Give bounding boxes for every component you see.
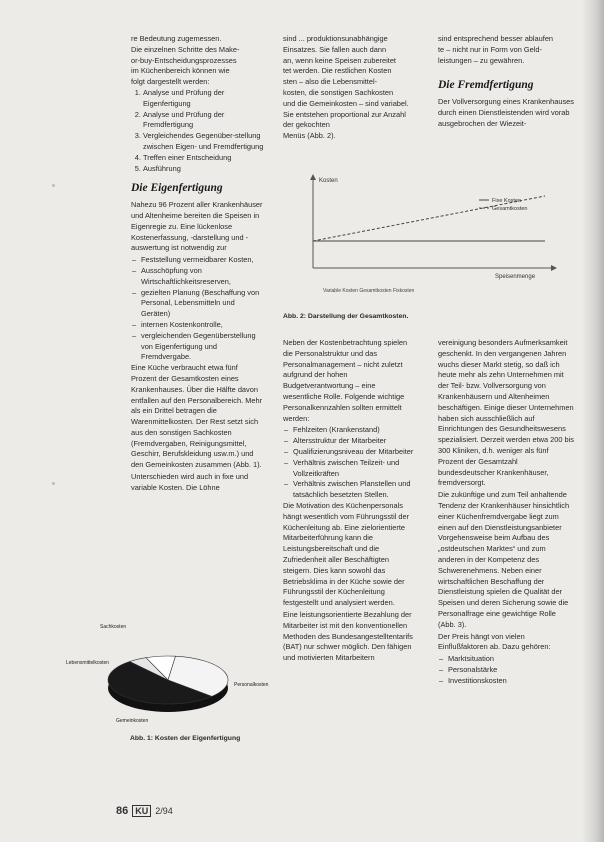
bullet-item: – Verhältnis zwischen Teilzeit- und Vollzeitkräften bbox=[293, 458, 415, 480]
bullet-item: – Marktsituation bbox=[448, 654, 574, 665]
pie-slice-label: Sachkosten bbox=[100, 624, 127, 630]
text-line: Sie entstehen proportional zur Anzahl der gekochten bbox=[283, 109, 406, 130]
section-heading-eigenfertigung: Die Eigenfertigung bbox=[131, 182, 223, 195]
personal-paragraph-3: Eine leistungsorientierte Bezahlung der Mitarbeiter ist mit den konventionellen Methoden des Bundesangestelltentarifs (BAT) nur schwer möglich. Den fähigen und motivierten Mitarbeitern bbox=[283, 609, 413, 663]
pie-chart bbox=[64, 606, 269, 736]
pie-slices bbox=[108, 656, 228, 704]
text-line: Einsatzes. Sie fallen auch dann bbox=[283, 44, 387, 54]
personal-paragraph-2: Die Motivation des Küchenpersonals hängt wesentlich vom Führungsstil der Küchenleitung ab. Eine zielorientierte Mitarbeiterführung kann die Leistungsbereitschaft und die Zufriedenheit aller Beschäftigten steigern. Dies kann sowohl das Betriebsklima in der Küche sowie der Führungsstil der Küchenleitung festgestellt und analysiert werden. bbox=[283, 500, 410, 608]
column-1-intro bbox=[131, 34, 265, 88]
bullet-item: – Verhältnis zwischen Planstellen und tatsächlich besetzten Stellen. bbox=[293, 479, 415, 501]
bullet-item: – internen Kostenkontrolle, bbox=[141, 320, 265, 331]
personal-paragraph-1: Neben der Kostenbetrachtung spielen die Personalstruktur und das Personalmanagement – nicht zuletzt aufgrund der hohen Budgetverantwortung – eine wesentliche Rolle. Folgende wichtige Personalkennzahlen sollten ermittelt werden: bbox=[283, 338, 408, 423]
x-axis-arrow bbox=[551, 265, 557, 271]
eigenfertigung-paragraph-3: Unterschieden wird auch in fixe und variable Kosten. Die Löhne bbox=[131, 472, 249, 492]
text-line: kosten, die sonstigen Sachkosten bbox=[283, 87, 394, 97]
column-3-top bbox=[438, 34, 574, 131]
punch-hole-dot bbox=[52, 184, 55, 187]
legend-item-total: Gesamtkosten bbox=[492, 206, 528, 212]
bullet-item: – Ausschöpfung von Wirtschaftlichkeitsreserven, bbox=[141, 266, 265, 288]
personal-kennzahlen-list bbox=[283, 425, 415, 501]
bullet-item: – Fehlzeiten (Krankenstand) bbox=[293, 425, 415, 436]
pie-slice-label: Lebensmittelkosten bbox=[66, 660, 110, 666]
intro-line: Die einzelnen Schritte des Make- bbox=[131, 44, 240, 54]
preis-faktoren-list bbox=[438, 654, 574, 686]
step-item: 1. Analyse und Prüfung der Eigenfertigung bbox=[143, 88, 265, 110]
intro-line: im Küchenbereich können wie bbox=[131, 66, 230, 76]
pie-slice-label: Gemeinkosten bbox=[116, 718, 149, 724]
bullet-item: – gezielten Planung (Beschaffung von Personal, Lebensmitteln und Geräten) bbox=[141, 288, 265, 320]
fremd-paragraph-3: Der Preis hängt von vielen Einflußfaktoren ab. Dazu gehören: bbox=[438, 631, 551, 652]
magazine-logo: KU bbox=[132, 805, 151, 817]
issue-number: 2/94 bbox=[155, 806, 173, 816]
text-line: an, wenn keine Speisen zubereitet bbox=[283, 55, 396, 65]
text-line: sind entsprechend besser ablaufen bbox=[438, 34, 554, 43]
intro-line: or-buy-Entscheidungsprozesses bbox=[131, 55, 237, 65]
intro-line: re Bedeutung zugemessen. bbox=[131, 34, 222, 43]
text-line: tet werden. Die restlichen Kosten bbox=[283, 66, 392, 76]
step-item: 4. Treffen einer Entscheidung bbox=[143, 153, 265, 164]
page-edge-shadow bbox=[582, 0, 604, 842]
bullet-item: – Qualifizierungsniveau der Mitarbeiter bbox=[293, 447, 415, 458]
figure-2-note: Variable Kosten Gesamtkosten Fixkosten bbox=[323, 288, 415, 294]
cost-line-chart bbox=[283, 170, 575, 300]
legend bbox=[479, 198, 527, 212]
section-heading-fremdfertigung: Die Fremdfertigung bbox=[438, 79, 534, 92]
figure-2 bbox=[283, 170, 575, 328]
text-line: te – nicht nur in Form von Geld- bbox=[438, 44, 542, 54]
intro-line: folgt dargestellt werden: bbox=[131, 77, 210, 87]
punch-hole-dot bbox=[52, 482, 55, 485]
y-axis-arrow bbox=[310, 174, 316, 180]
page-number: 86 bbox=[116, 805, 129, 817]
x-axis-label: Speisenmenge bbox=[495, 274, 536, 280]
text-line: sind ... produktionsunabhängige bbox=[283, 34, 388, 43]
text-line: Menüs (Abb. 2). bbox=[283, 131, 336, 141]
bullet-item: – Feststellung vermeidbarer Kosten, bbox=[141, 255, 265, 266]
figure-1-caption: Abb. 1: Kosten der Eigenfertigung bbox=[130, 735, 241, 742]
legend-item-fixed: Fixe Kosten bbox=[492, 198, 522, 204]
figure-1 bbox=[64, 606, 269, 756]
bullet-item: – vergleichenden Gegenüberstellung von Eigenfertigung und Fremdvergabe. bbox=[141, 331, 265, 363]
pie-slice-label: Personalkosten bbox=[234, 682, 269, 688]
page-footer bbox=[116, 805, 173, 817]
step-item: 5. Ausführung bbox=[143, 164, 265, 175]
bullet-item: – Altersstruktur der Mitarbeiter bbox=[293, 436, 415, 447]
eigenfertigung-bullets bbox=[131, 255, 265, 363]
column-2-top bbox=[283, 34, 415, 142]
text-line: und die Gemeinkosten – sind variabel. bbox=[283, 98, 409, 108]
fremd-paragraph-2: Die zukünftige und zum Teil anhaltende Tendenz der Krankenhäuser hinsichtlich einer Küchenfremdvergabe liegt zum einen auf den Dienstleistungsanbieter Vorgehensweise beim Aufbau des „ostdeutschen Marktes“ und zum anderen in der Kompetenz des Schwerenehmens. Neben einer wirtschaftlichen Beschaffung der Dienstleistung spielen die Qualität der Speisen und deren Sicherung sowie die Personalfrage eine gewichtige Rolle (Abb. 3). bbox=[438, 490, 570, 629]
figure-2-caption: Abb. 2: Darstellung der Gesamtkosten. bbox=[283, 313, 409, 320]
y-axis-label: Kosten bbox=[319, 178, 338, 184]
step-item: 3. Vergleichendes Gegenüber-stellung zwischen Eigen- und Fremdfertigung bbox=[143, 131, 265, 153]
eigenfertigung-paragraph-2: Eine Küche verbraucht etwa fünf Prozent der Gesamtkosten eines Krankenhauses. Über die Hälfte davon entfallen auf den Personalbereich. Mehr als ein Drittel betragen die Warenmittelkosten. Der Rest setzt sich aus den sonstigen Sachkosten (Fremdvergaben, Reinigungsmittel, Geschirr, Berufskleidung usw.m.) und den Gemeinkosten zusammen (Abb. 1). bbox=[131, 363, 263, 470]
eigenfertigung-paragraph-1: Nahezu 96 Prozent aller Krankenhäuser und Altenheime bereiten die Speisen in Eigenregie zu. Eine lückenlose Kostenerfassung, -darstellung und -auswertung ist notwendig zur bbox=[131, 200, 263, 253]
column-1 bbox=[131, 34, 265, 495]
text-line: sten – also die Lebensmittel- bbox=[283, 77, 378, 87]
column-3-bottom bbox=[438, 338, 574, 687]
bullet-item: – Personalstärke bbox=[448, 665, 574, 676]
fremdfertigung-paragraph: Der Vollversorgung eines Krankenhauses durch einen Dienstleistenden wird vorab ausgebrochen der Wiezeit- bbox=[438, 97, 574, 128]
text-line: leistungen – zu gewähren. bbox=[438, 55, 525, 65]
step-item: 2. Analyse und Prüfung der Fremdfertigung bbox=[143, 110, 265, 132]
bullet-item: – Investitionskosten bbox=[448, 676, 574, 687]
column-3-top-lines bbox=[438, 34, 574, 66]
column-2-top-lines bbox=[283, 34, 415, 142]
steps-list bbox=[131, 88, 265, 174]
column-2-bottom bbox=[283, 338, 415, 665]
fremd-paragraph-1: vereinigung besonders Aufmerksamkeit geschenkt. In den vergangenen Jahren wuchs dieser Markt stetig, so daß ich heute mehr als zehn Unternehmen mit der Teil- bzw. Vollversorgung von Krankenhäusern und Altenheimen beschäftigen. Einige dieser Unternehmen haben sich ausschließlich auf Einrichtungen des Gesundheitswesens spezialisiert. Derzeit werden etwa 200 bis 300 Kliniken, d.h. weniger als fünf Prozent der Gesamtzahl bundesdeutscher Krankenhäuser, fremdversorgt. bbox=[438, 338, 574, 488]
